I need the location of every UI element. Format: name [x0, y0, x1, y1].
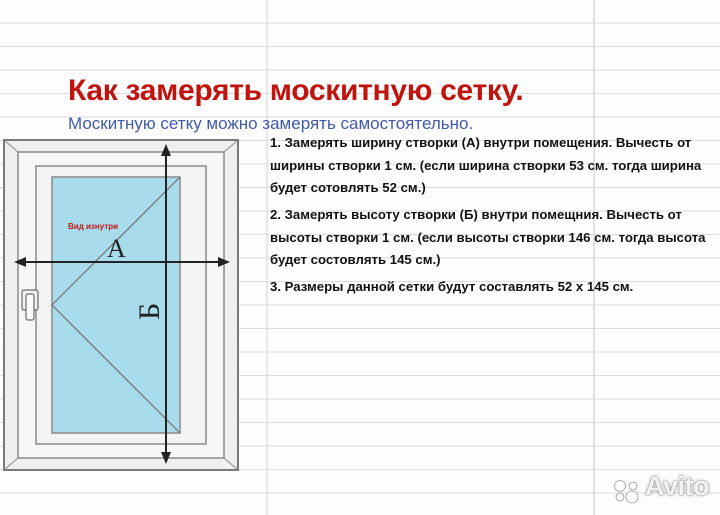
window-handle-lever	[26, 294, 34, 320]
window-diagram	[0, 138, 260, 478]
instruction-step-1: 1. Замерять ширину створки (А) внутри помещения. Вычесть от ширины створки 1 см. (если ширина створки 53 см. тогда ширина будет сотовлять 52 см.)	[270, 135, 702, 195]
avito-logo-icon	[612, 478, 644, 504]
inside-view-label: Вид изнутри	[68, 222, 118, 231]
width-label: А	[107, 234, 126, 263]
page-title: Как замерять москитную сетку.	[68, 74, 524, 107]
height-label: Б	[133, 302, 166, 320]
page-subtitle: Москитную сетку можно замерять самостоятельно.	[68, 114, 474, 133]
instruction-step-3: 3. Размеры данной сетки будут составлять 52 х 145 см.	[270, 279, 634, 294]
instruction-step-2: 2. Замерять высоту створки (Б) внутри помещния. Вычесть от высоты створки 1 см. (если высоты створки 146 см. тогда высота будет состовлять 145 см.)	[270, 207, 706, 267]
avito-watermark: Avito	[645, 471, 709, 501]
